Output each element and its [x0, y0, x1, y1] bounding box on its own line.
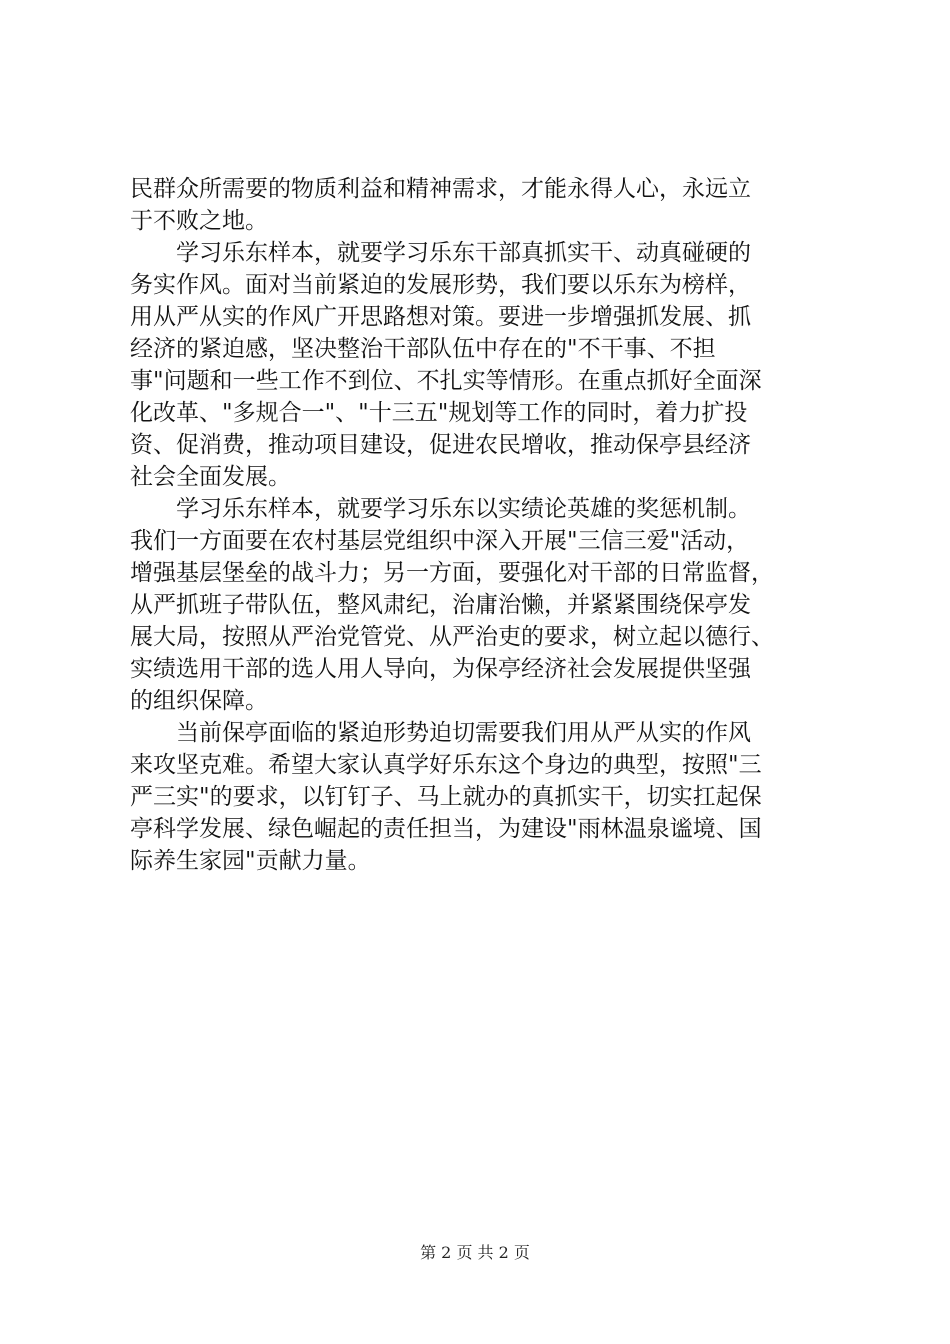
text-line: 于不败之地。 — [130, 208, 268, 234]
text-line: 化改革、"多规合一"、"十三五"规划等工作的同时，着力扩投 — [130, 400, 748, 426]
text-line: 用从严从实的作风广开思路想对策。要进一步增强抓发展、抓 — [130, 304, 751, 330]
text-line: 民群众所需要的物质利益和精神需求，才能永得人心，永远立 — [130, 176, 751, 202]
text-line: 事"问题和一些工作不到位、不扎实等情形。在重点抓好全面深 — [130, 368, 762, 394]
text-line: 学习乐东样本，就要学习乐东以实绩论英雄的奖惩机制。 — [130, 496, 751, 522]
text-line: 资、促消费，推动项目建设，促进农民增收，推动保亭县经济 — [130, 432, 751, 458]
text-line: 学习乐东样本，就要学习乐东干部真抓实干、动真碰硬的 — [130, 240, 751, 266]
text-line: 从严抓班子带队伍，整风肃纪，治庸治懒，并紧紧围绕保亭发 — [130, 592, 751, 618]
text-line: 际养生家园"贡献力量。 — [130, 848, 371, 874]
page-number-footer: 第 2 页 共 2 页 — [420, 1243, 530, 1262]
text-line: 来攻坚克难。希望大家认真学好乐东这个身边的典型，按照"三 — [130, 752, 762, 778]
text-line: 实绩选用干部的选人用人导向，为保亭经济社会发展提供坚强 — [130, 656, 751, 682]
document-body — [130, 173, 830, 877]
text-line: 务实作风。面对当前紧迫的发展形势，我们要以乐东为榜样， — [130, 272, 751, 298]
text-line: 当前保亭面临的紧迫形势迫切需要我们用从严从实的作风 — [130, 720, 751, 746]
text-line: 展大局，按照从严治党管党、从严治吏的要求，树立起以德行、 — [130, 624, 774, 650]
text-line: 严三实"的要求，以钉钉子、马上就办的真抓实干，切实扛起保 — [130, 784, 762, 810]
text-line: 增强基层堡垒的战斗力；另一方面，要强化对干部的日常监督， — [130, 560, 774, 586]
text-line: 社会全面发展。 — [130, 464, 291, 490]
text-line: 我们一方面要在农村基层党组织中深入开展"三信三爱"活动， — [130, 528, 750, 554]
text-line: 经济的紧迫感，坚决整治干部队伍中存在的"不干事、不担 — [130, 336, 716, 362]
text-line: 亭科学发展、绿色崛起的责任担当，为建设"雨林温泉谧境、国 — [130, 816, 762, 842]
text-line: 的组织保障。 — [130, 688, 268, 714]
